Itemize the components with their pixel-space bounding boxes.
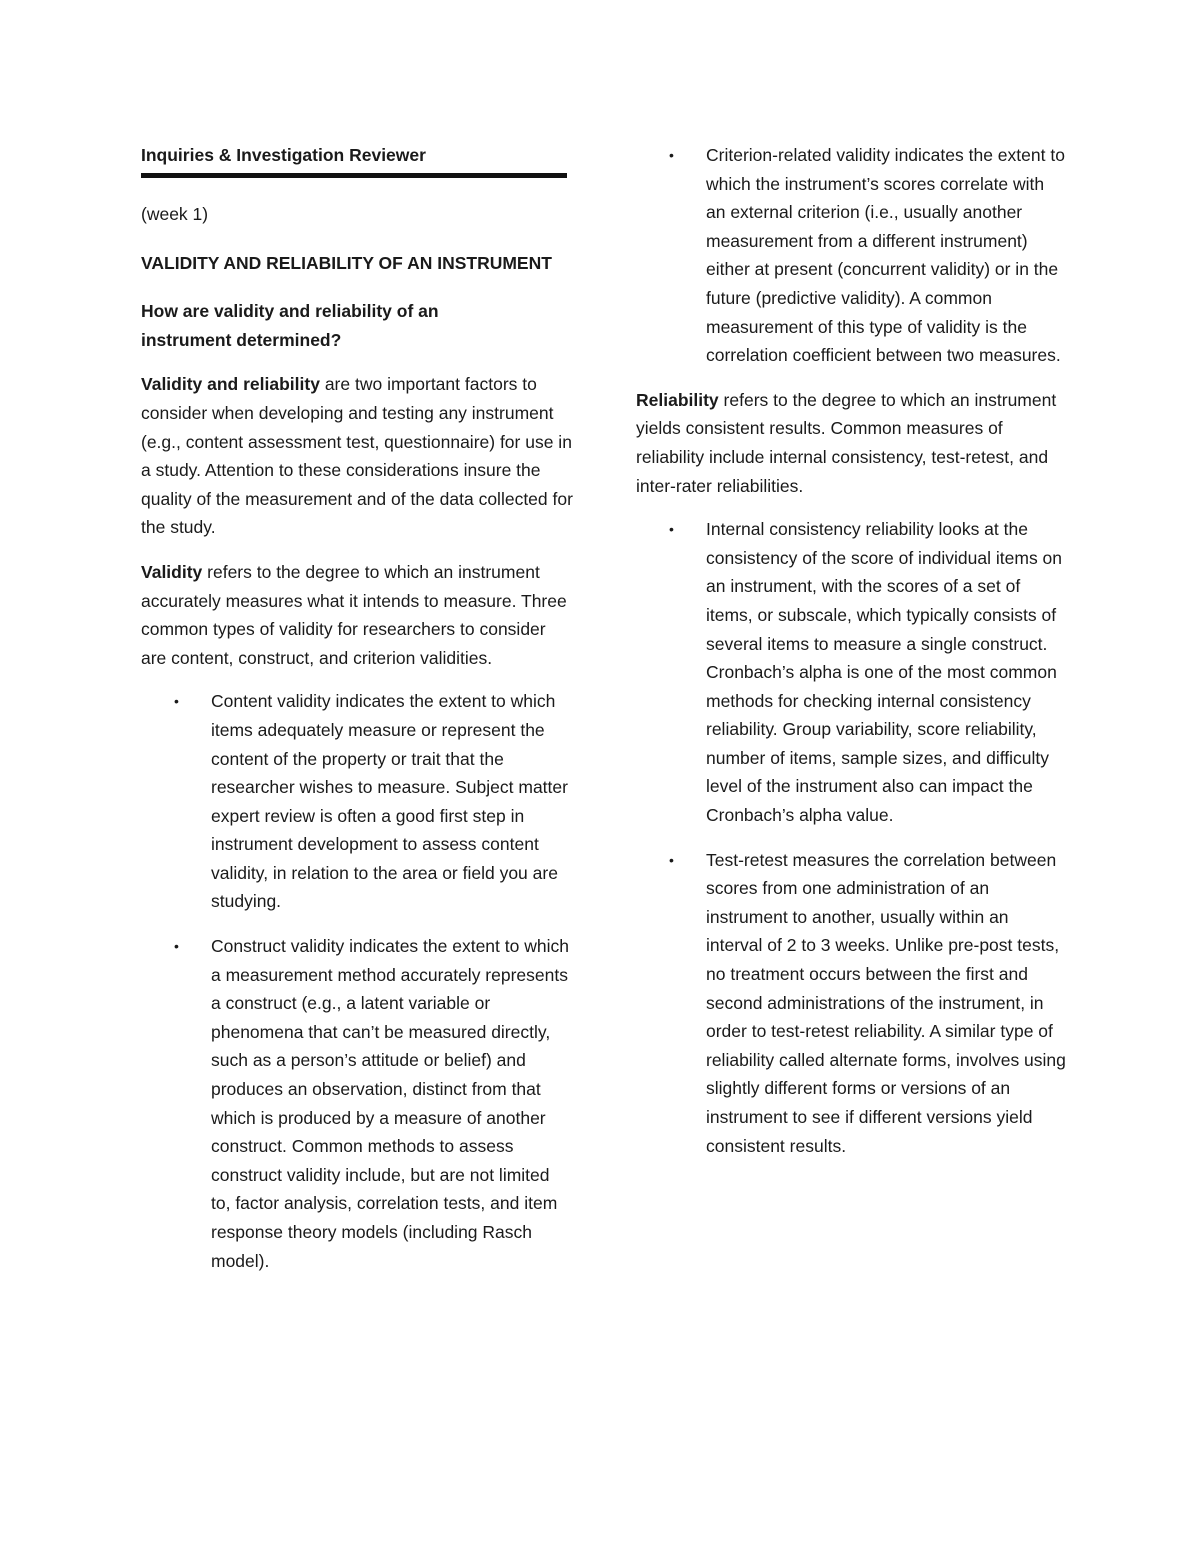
list-item	[636, 141, 1066, 370]
right-column	[636, 141, 1066, 1176]
reliability-bullet-list	[636, 515, 1066, 1160]
validity-text: refers to the degree to which an instrument accurately measures what it intends to measure. Three common types of validity for researchers to consider are content, construct, and criterion validities.	[141, 561, 567, 668]
bullet-icon: •	[669, 521, 674, 538]
bullet-text: Content validity indicates the extent to which items adequately measure or represent the content of the property or trait that the researcher wishes to measure. Subject matter expert review is often a good first step in instrument development to assess content validity, in relation to the area or field you are studying.	[211, 691, 568, 912]
bullet-icon: •	[669, 147, 674, 163]
intro-text: are two important factors to consider when developing and testing any instrument (e.g., content assessment test, questionnaire) for use in a study. Attention to these considerations insure the quality of the measurement and of the data collected for the study.	[141, 374, 573, 538]
bullet-text: Construct validity indicates the extent to which a measurement method accurately represents a construct (e.g., a latent variable or phenomena that can’t be measured directly, such as a person’s attitude or belief) and produces an observation, distinct from that which is produced by a measure of another construct. Common methods to assess construct validity include, but are not limited to, factor analysis, correlation tests, and item response theory models (including Rasch model).	[211, 936, 569, 1271]
reliability-text: refers to the degree to which an instrument yields consistent results. Common measures of reliability include internal consistency, test-retest, and inter-rater reliabilities.	[636, 389, 1057, 496]
bullet-icon: •	[174, 938, 179, 955]
left-column	[141, 141, 573, 1291]
section-heading: VALIDITY AND RELIABILITY OF AN INSTRUMENT	[141, 252, 552, 273]
intro-term: Validity and reliability	[141, 374, 320, 395]
bullet-text: Test-retest measures the correlation between scores from one administration of an instrument to another, usually within an interval of 2 to 3 weeks. Unlike pre-post tests, no treatment occurs between the first and second administrations of the instrument, in order to test-retest reliability. A similar type of reliability called alternate forms, involves using slightly different forms or versions of an instrument to see if different versions yield consistent results.	[706, 849, 1066, 1156]
list-item	[141, 687, 573, 916]
validity-bullet-list-continued	[636, 141, 1066, 370]
list-item	[141, 932, 573, 1275]
validity-term: Validity	[141, 561, 203, 582]
bullet-text: Internal consistency reliability looks at the consistency of the score of individual items on an instrument, with the scores of a set of items, or subscale, which typically consists of several items to measure a single construct. Cronbach’s alpha is one of the most common methods for checking internal consistency reliability. Group variability, score reliability, number of items, sample sizes, and difficulty level of the instrument also can impact the Cronbach’s alpha value.	[706, 519, 1063, 826]
week-label: (week 1)	[141, 204, 209, 224]
validity-paragraph	[141, 558, 573, 672]
question-heading: How are validity and reliability of an instrument determined?	[141, 301, 439, 350]
reliability-paragraph	[636, 386, 1066, 500]
bullet-icon: •	[669, 851, 674, 868]
document-title: Inquiries & Investigation Reviewer	[141, 141, 567, 178]
list-item	[636, 515, 1066, 830]
bullet-text: Criterion-related validity indicates the extent to which the instrument’s scores correlate with an external criterion (i.e., usually another measurement from a different instrument) either at present (concurrent validity) or in the future (predictive validity). A common measurement of this type of validity is the correlation coefficient between two measures.	[706, 145, 1065, 366]
validity-bullet-list	[141, 687, 573, 1275]
bullet-icon: •	[174, 693, 179, 710]
list-item	[636, 846, 1066, 1161]
reliability-term: Reliability	[636, 389, 719, 410]
intro-paragraph	[141, 370, 573, 542]
